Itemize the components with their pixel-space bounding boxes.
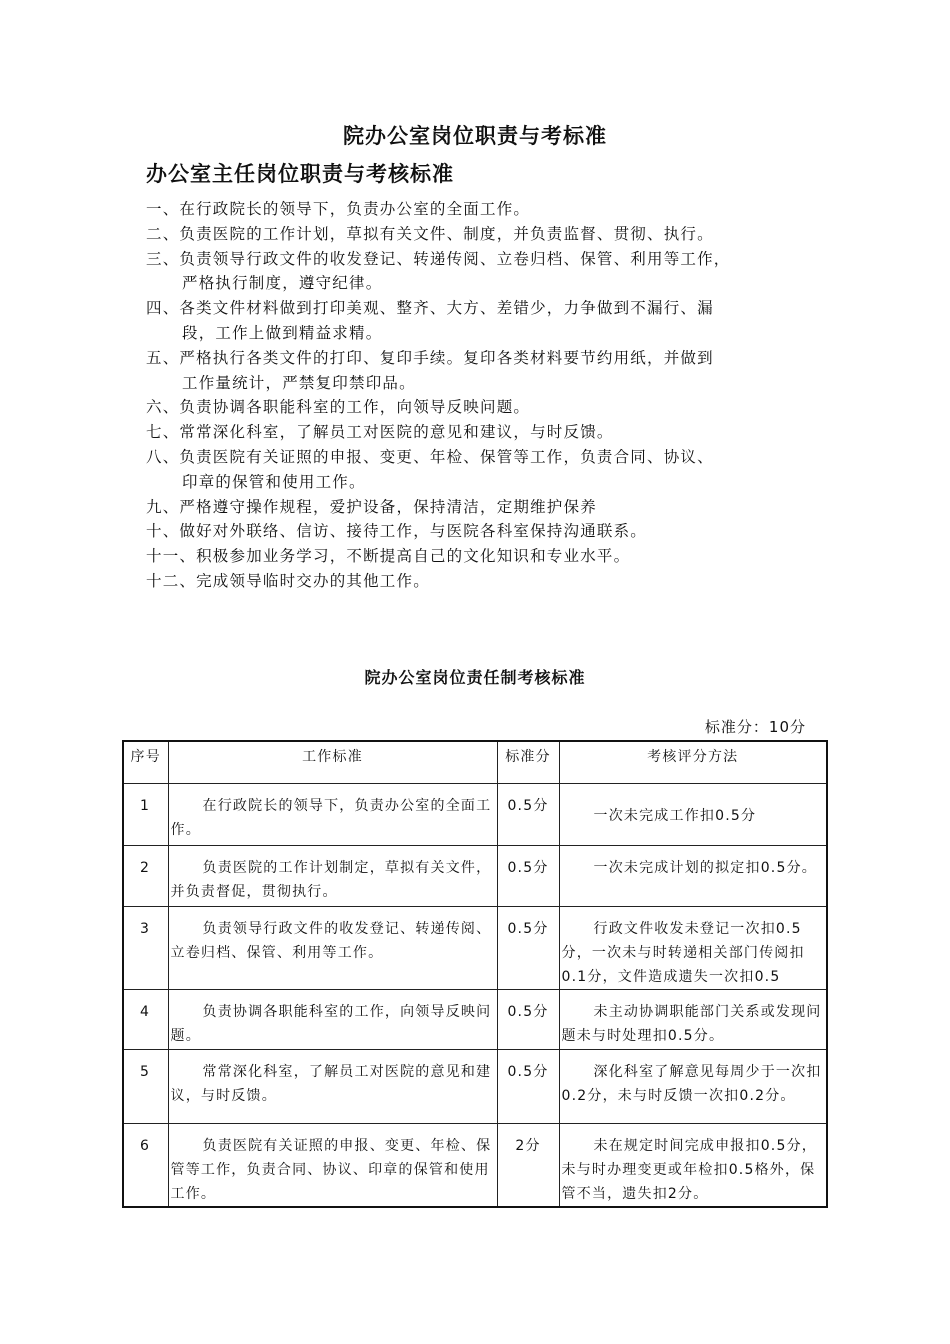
list-item [146,544,836,569]
score-note: 标准分：10分 [704,718,806,736]
row-method: 深化科室了解意见每周少于一次扣0.2分，未与时反馈一次扣0.2分。 [559,1050,827,1124]
duty-continuation: 印章的保管和使用工作。 [182,472,366,491]
duty-continuation: 严格执行制度，遵守纪律。 [182,274,383,293]
row-standard: 在行政院长的领导下，负责办公室的全面工作。 [168,784,497,846]
row-method: 未在规定时间完成申报扣0.5分，未与时办理变更或年检扣0.5格外，保管不当，遗失扣2分。 [559,1124,827,1208]
list-item [146,569,836,594]
table-row [123,1050,827,1124]
row-method: 未主动协调职能部门关系或发现问题未与时处理扣0.5分。 [559,990,827,1050]
section-subtitle: 办公室主任岗位职责与考核标准 [146,162,454,186]
duty-text: 二、负责医院的工作计划，草拟有关文件、制度，并负责监督、贯彻、执行。 [146,224,714,243]
table-row [123,784,827,846]
row-number: 3 [123,907,168,990]
duty-text: 三、负责领导行政文件的收发登记、转递传阅、立卷归档、保管、利用等工作， [146,249,731,268]
list-item [146,197,836,222]
assessment-table [122,740,828,1208]
table-header-row [123,741,827,784]
row-points: 0.5分 [497,990,559,1050]
row-method: 行政文件收发未登记一次扣0.5分，一次未与时转递相关部门传阅扣0.1分，文件造成遗失一次扣0.5 [559,907,827,990]
row-number: 5 [123,1050,168,1124]
list-item [146,420,836,445]
row-standard: 常常深化科室，了解员工对医院的意见和建议，与时反馈。 [168,1050,497,1124]
list-item [146,495,836,520]
row-standard: 负责医院有关证照的申报、变更、年检、保管等工作，负责合同、协议、印章的保管和使用工作。 [168,1124,497,1208]
duty-list [146,197,836,594]
duty-text: 九、严格遵守操作规程，爱护设备，保持清洁，定期维护保养 [146,497,597,516]
table-row [123,1124,827,1208]
duty-text: 十、做好对外联络、信访、接待工作，与医院各科室保持沟通联系。 [146,522,648,541]
list-item [146,395,836,420]
duty-continuation: 段，工作上做到精益求精。 [182,323,383,342]
row-points: 2分 [497,1124,559,1208]
list-item [146,346,836,396]
list-item [146,296,836,346]
row-standard: 负责医院的工作计划制定，草拟有关文件，并负责督促，贯彻执行。 [168,846,497,907]
duty-text: 十一、积极参加业务学习，不断提高自己的文化知识和专业水平。 [146,547,631,566]
duty-text: 四、各类文件材料做到打印美观、整齐、大方、差错少，力争做到不漏行、漏 [146,299,714,318]
header-cell-no: 序号 [123,741,168,784]
row-standard: 负责协调各职能科室的工作，向领导反映问题。 [168,990,497,1050]
document-title: 院办公室岗位职责与考标准 [343,124,607,148]
row-points: 0.5分 [497,1050,559,1124]
row-points: 0.5分 [497,846,559,907]
row-method: 一次未完成计划的拟定扣0.5分。 [559,846,827,907]
duty-text: 七、常常深化科室，了解员工对医院的意见和建议，与时反馈。 [146,423,614,442]
header-cell-standard: 工作标准 [168,741,497,784]
header-cell-points: 标准分 [497,741,559,784]
row-number: 2 [123,846,168,907]
row-number: 6 [123,1124,168,1208]
list-item [146,247,836,297]
table-row [123,990,827,1050]
row-standard: 负责领导行政文件的收发登记、转递传阅、立卷归档、保管、利用等工作。 [168,907,497,990]
list-item [146,519,836,544]
duty-text: 十二、完成领导临时交办的其他工作。 [146,571,430,590]
row-method: 一次未完成工作扣0.5分 [559,784,827,846]
table-row [123,846,827,907]
list-item [146,445,836,495]
duty-text: 一、在行政院长的领导下，负责办公室的全面工作。 [146,200,531,218]
duty-continuation: 工作量统计，严禁复印禁印品。 [182,373,416,392]
duty-text: 八、负责医院有关证照的申报、变更、年检、保管等工作，负责合同、协议、 [146,447,714,466]
duty-text: 六、负责协调各职能科室的工作，向领导反映问题。 [146,398,531,417]
header-cell-method: 考核评分方法 [559,741,827,784]
row-points: 0.5分 [497,907,559,990]
list-item [146,222,836,247]
table-row [123,907,827,990]
duty-text: 五、严格执行各类文件的打印、复印手续。复印各类材料要节约用纸，并做到 [146,348,714,367]
row-number: 1 [123,784,168,846]
row-points: 0.5分 [497,784,559,846]
table-title: 院办公室岗位责任制考核标准 [364,668,586,687]
row-number: 4 [123,990,168,1050]
